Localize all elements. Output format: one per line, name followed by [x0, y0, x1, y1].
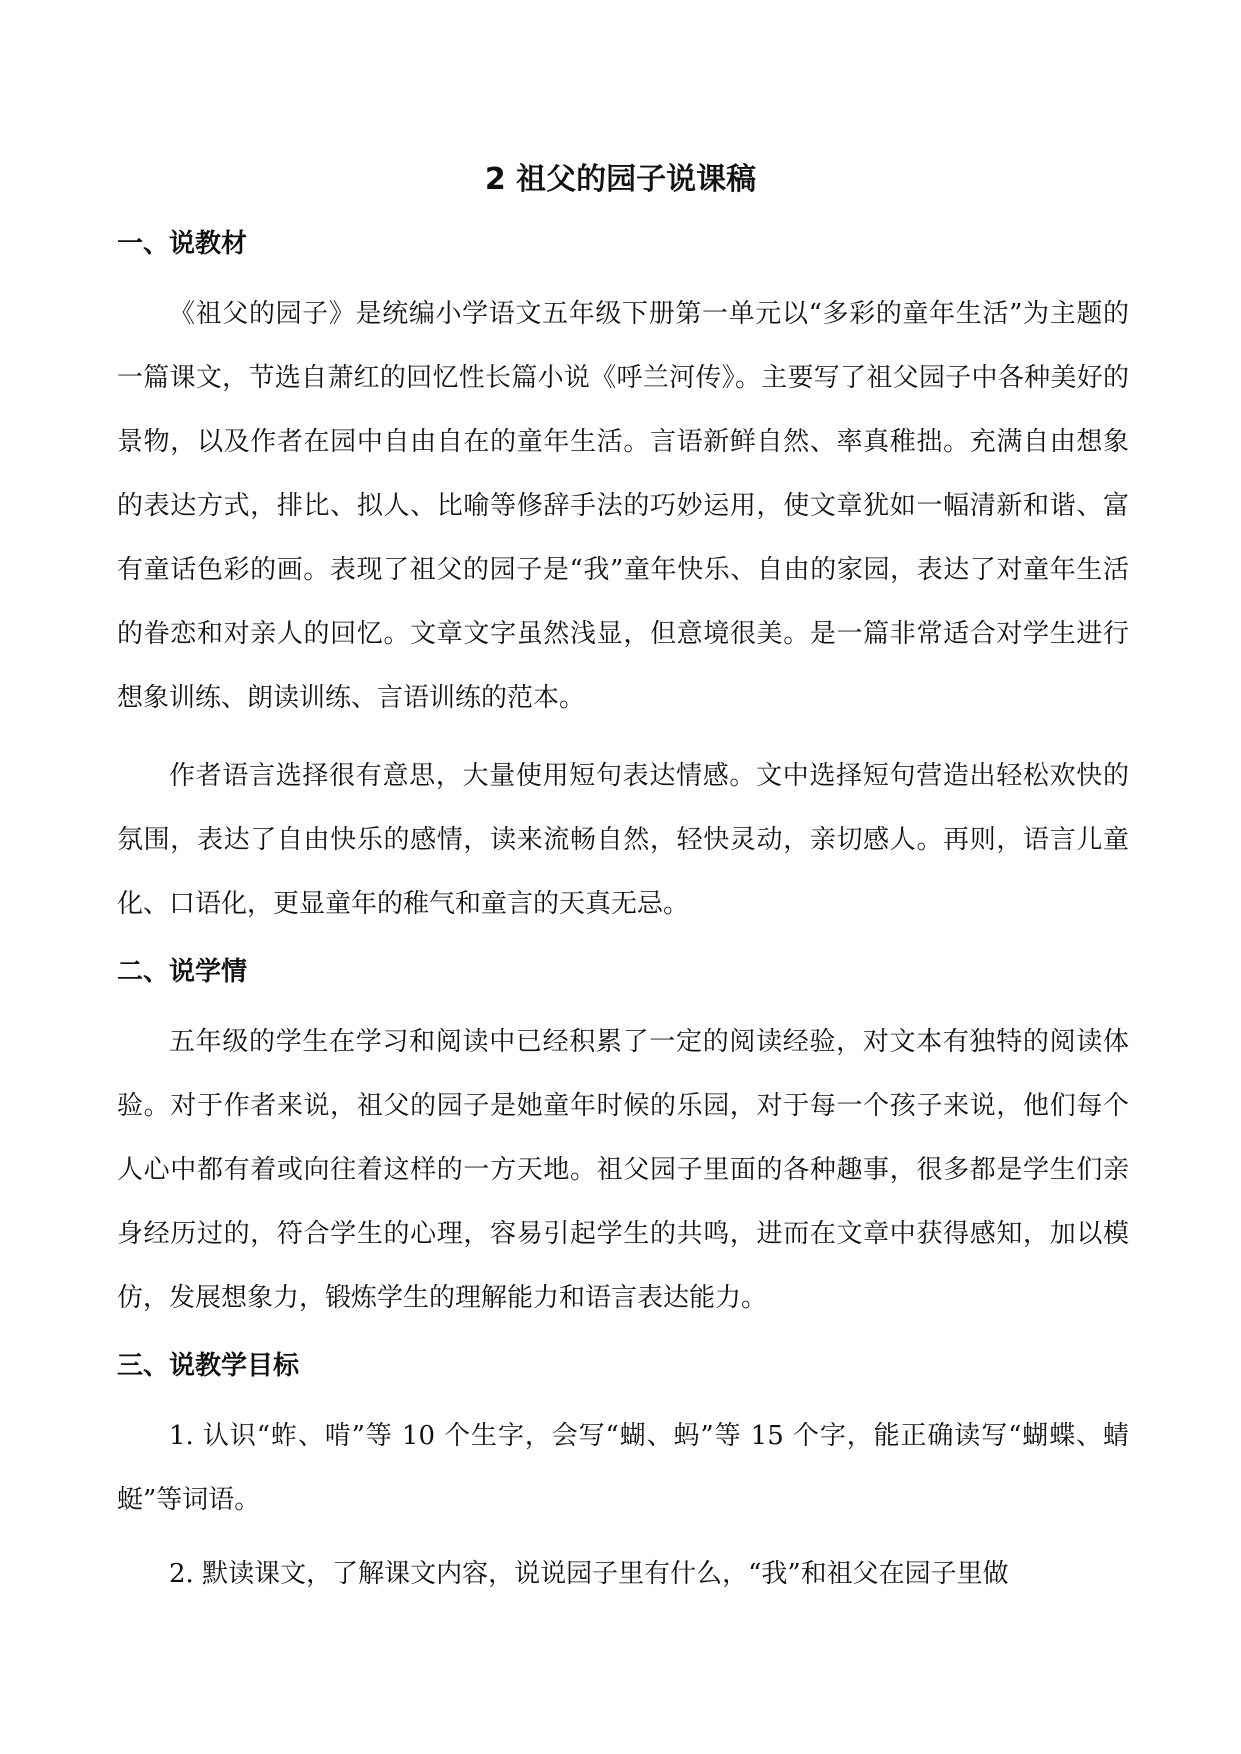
section-textbook	[117, 226, 1129, 936]
paragraph: 《祖父的园子》是统编小学语文五年级下册第一单元以“多彩的童年生活”为主题的一篇课文，节选自萧红的回忆性长篇小说《呼兰河传》。主要写了祖父园子中各种美好的景物，以及作者在园中自由自在的童年生活。言语新鲜自然、率真稚拙。充满自由想象的表达方式，排比、拟人、比喻等修辞手法的巧妙运用，使文章犹如一幅清新和谐、富有童话色彩的画。表现了祖父的园子是“我”童年快乐、自由的家园，表达了对童年生活的眷恋和对亲人的回忆。文章文字虽然浅显，但意境很美。是一篇非常适合对学生进行想象训练、朗读训练、言语训练的范本。	[117, 299, 1129, 713]
section-heading: 一、说教材	[117, 229, 248, 259]
paragraph: 五年级的学生在学习和阅读中已经积累了一定的阅读经验，对文本有独特的阅读体验。对于作者来说，祖父的园子是她童年时候的乐园，对于每一个孩子来说，他们每个人心中都有着或向往着这样的一方天地。祖父园子里面的各种趣事，很多都是学生们亲身经历过的，符合学生的心理，容易引起学生的共鸣，进而在文章中获得感知，加以模仿，发展想象力，锻炼学生的理解能力和语言表达能力。	[117, 1027, 1129, 1313]
section-goals	[117, 1348, 1129, 1606]
paragraph: 作者语言选择很有意思，大量使用短句表达情感。文中选择短句营造出轻松欢快的氛围，表达了自由快乐的感情，读来流畅自然，轻快灵动，亲切感人。再则，语言儿童化、口语化，更显童年的稚气和童言的天真无忌。	[117, 761, 1129, 919]
section-heading: 二、说学情	[117, 957, 248, 987]
section-students	[117, 954, 1129, 1330]
document-title: 2 祖父的园子说课稿	[484, 162, 757, 197]
goal-item: 2. 默读课文，了解课文内容，说说园子里有什么，“我”和祖父在园子里做	[169, 1559, 1009, 1589]
section-heading: 三、说教学目标	[117, 1351, 300, 1381]
goal-item: 1. 认识“蚱、啃”等 10 个生字，会写“蝴、蚂”等 15 个字，能正确读写“蝴蝶、蜻蜓”等词语。	[117, 1421, 1129, 1515]
document-body	[117, 226, 1129, 1616]
